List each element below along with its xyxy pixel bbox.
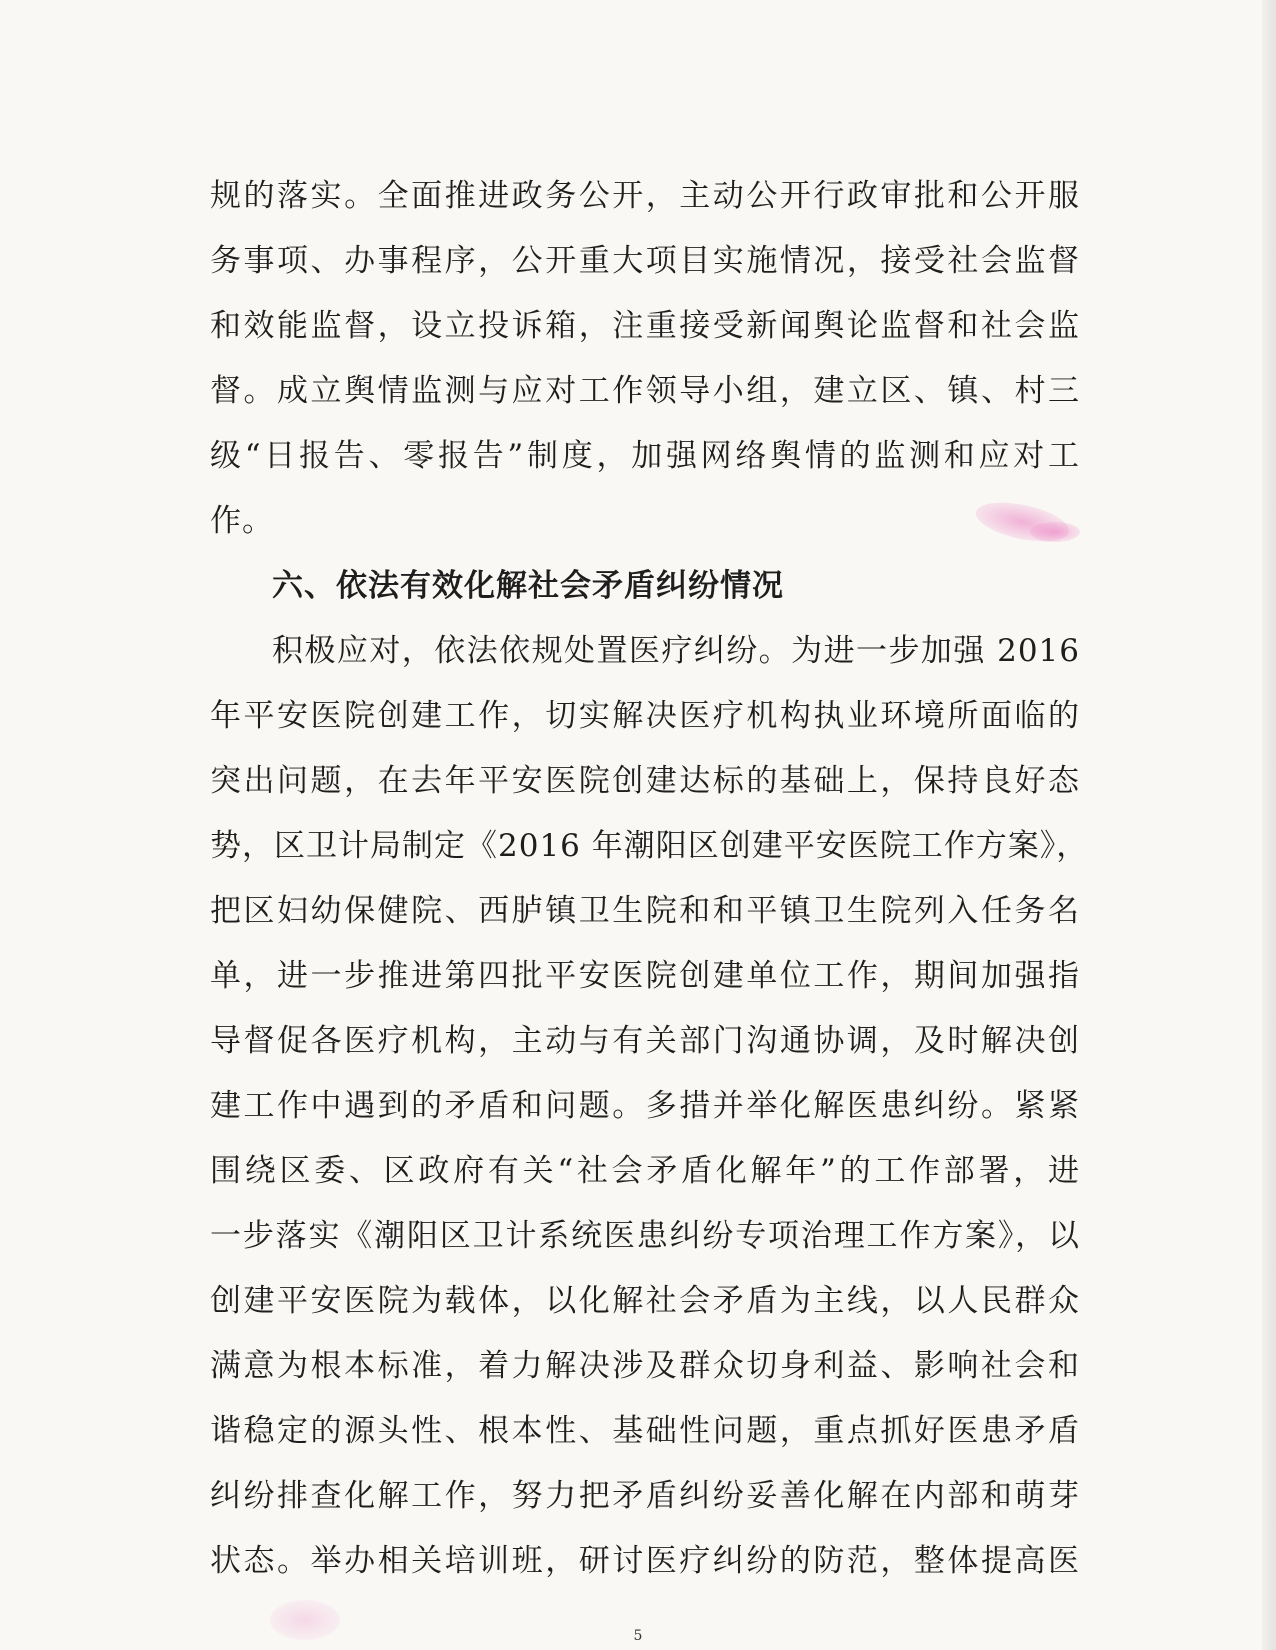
paragraph-line: 年平安医院创建工作，切实解决医疗机构执业环境所面临的 [210, 698, 1080, 734]
paragraph-line: 导督促各医疗机构，主动与有关部门沟通协调，及时解决创 [210, 1023, 1080, 1059]
page-number: 5 [633, 1628, 643, 1644]
text-line: 和效能监督，设立投诉箱，注重接受新闻舆论监督和社会监 [210, 308, 1080, 344]
paragraph-line: 建工作中遇到的矛盾和问题。多措并举化解医患纠纷。紧紧 [210, 1088, 1080, 1124]
paragraph-line: 创建平安医院为载体，以化解社会矛盾为主线，以人民群众 [210, 1283, 1080, 1319]
paragraph-line: 积极应对，依法依规处置医疗纠纷。为进一步加强 2016 [272, 633, 1080, 669]
paragraph-line: 谐稳定的源头性、根本性、基础性问题，重点抓好医患矛盾 [210, 1413, 1080, 1449]
text-line: 作。 [210, 503, 274, 539]
text-line: 级“日报告、零报告”制度，加强网络舆情的监测和应对工 [210, 438, 1080, 474]
paragraph-line: 围绕区委、区政府有关“社会矛盾化解年”的工作部署，进 [210, 1153, 1080, 1189]
paragraph-line: 满意为根本标准，着力解决涉及群众切身利益、影响社会和 [210, 1348, 1080, 1384]
text-line: 务事项、办事程序，公开重大项目实施情况，接受社会监督 [210, 243, 1080, 279]
scan-edge [1262, 0, 1276, 1650]
paragraph-line: 一步落实《潮阳区卫计系统医患纠纷专项治理工作方案》，以 [210, 1218, 1080, 1254]
section-heading: 六、依法有效化解社会矛盾纠纷情况 [272, 568, 784, 604]
body-text [210, 164, 1089, 1594]
paragraph-line: 纠纷排查化解工作，努力把矛盾纠纷妥善化解在内部和萌芽 [210, 1478, 1080, 1514]
paragraph-line: 突出问题，在去年平安医院创建达标的基础上，保持良好态 [210, 763, 1080, 799]
text-line: 规的落实。全面推进政务公开，主动公开行政审批和公开服 [210, 178, 1080, 214]
paragraph-line: 把区妇幼保健院、西胪镇卫生院和和平镇卫生院列入任务名 [210, 893, 1080, 929]
paragraph-line: 势，区卫计局制定《2016 年潮阳区创建平安医院工作方案》， [210, 828, 1089, 864]
text-line: 督。成立舆情监测与应对工作领导小组，建立区、镇、村三 [210, 373, 1080, 409]
paragraph-line: 状态。举办相关培训班，研讨医疗纠纷的防范，整体提高医 [210, 1543, 1080, 1579]
paragraph-line: 单，进一步推进第四批平安医院创建单位工作，期间加强指 [210, 958, 1080, 994]
